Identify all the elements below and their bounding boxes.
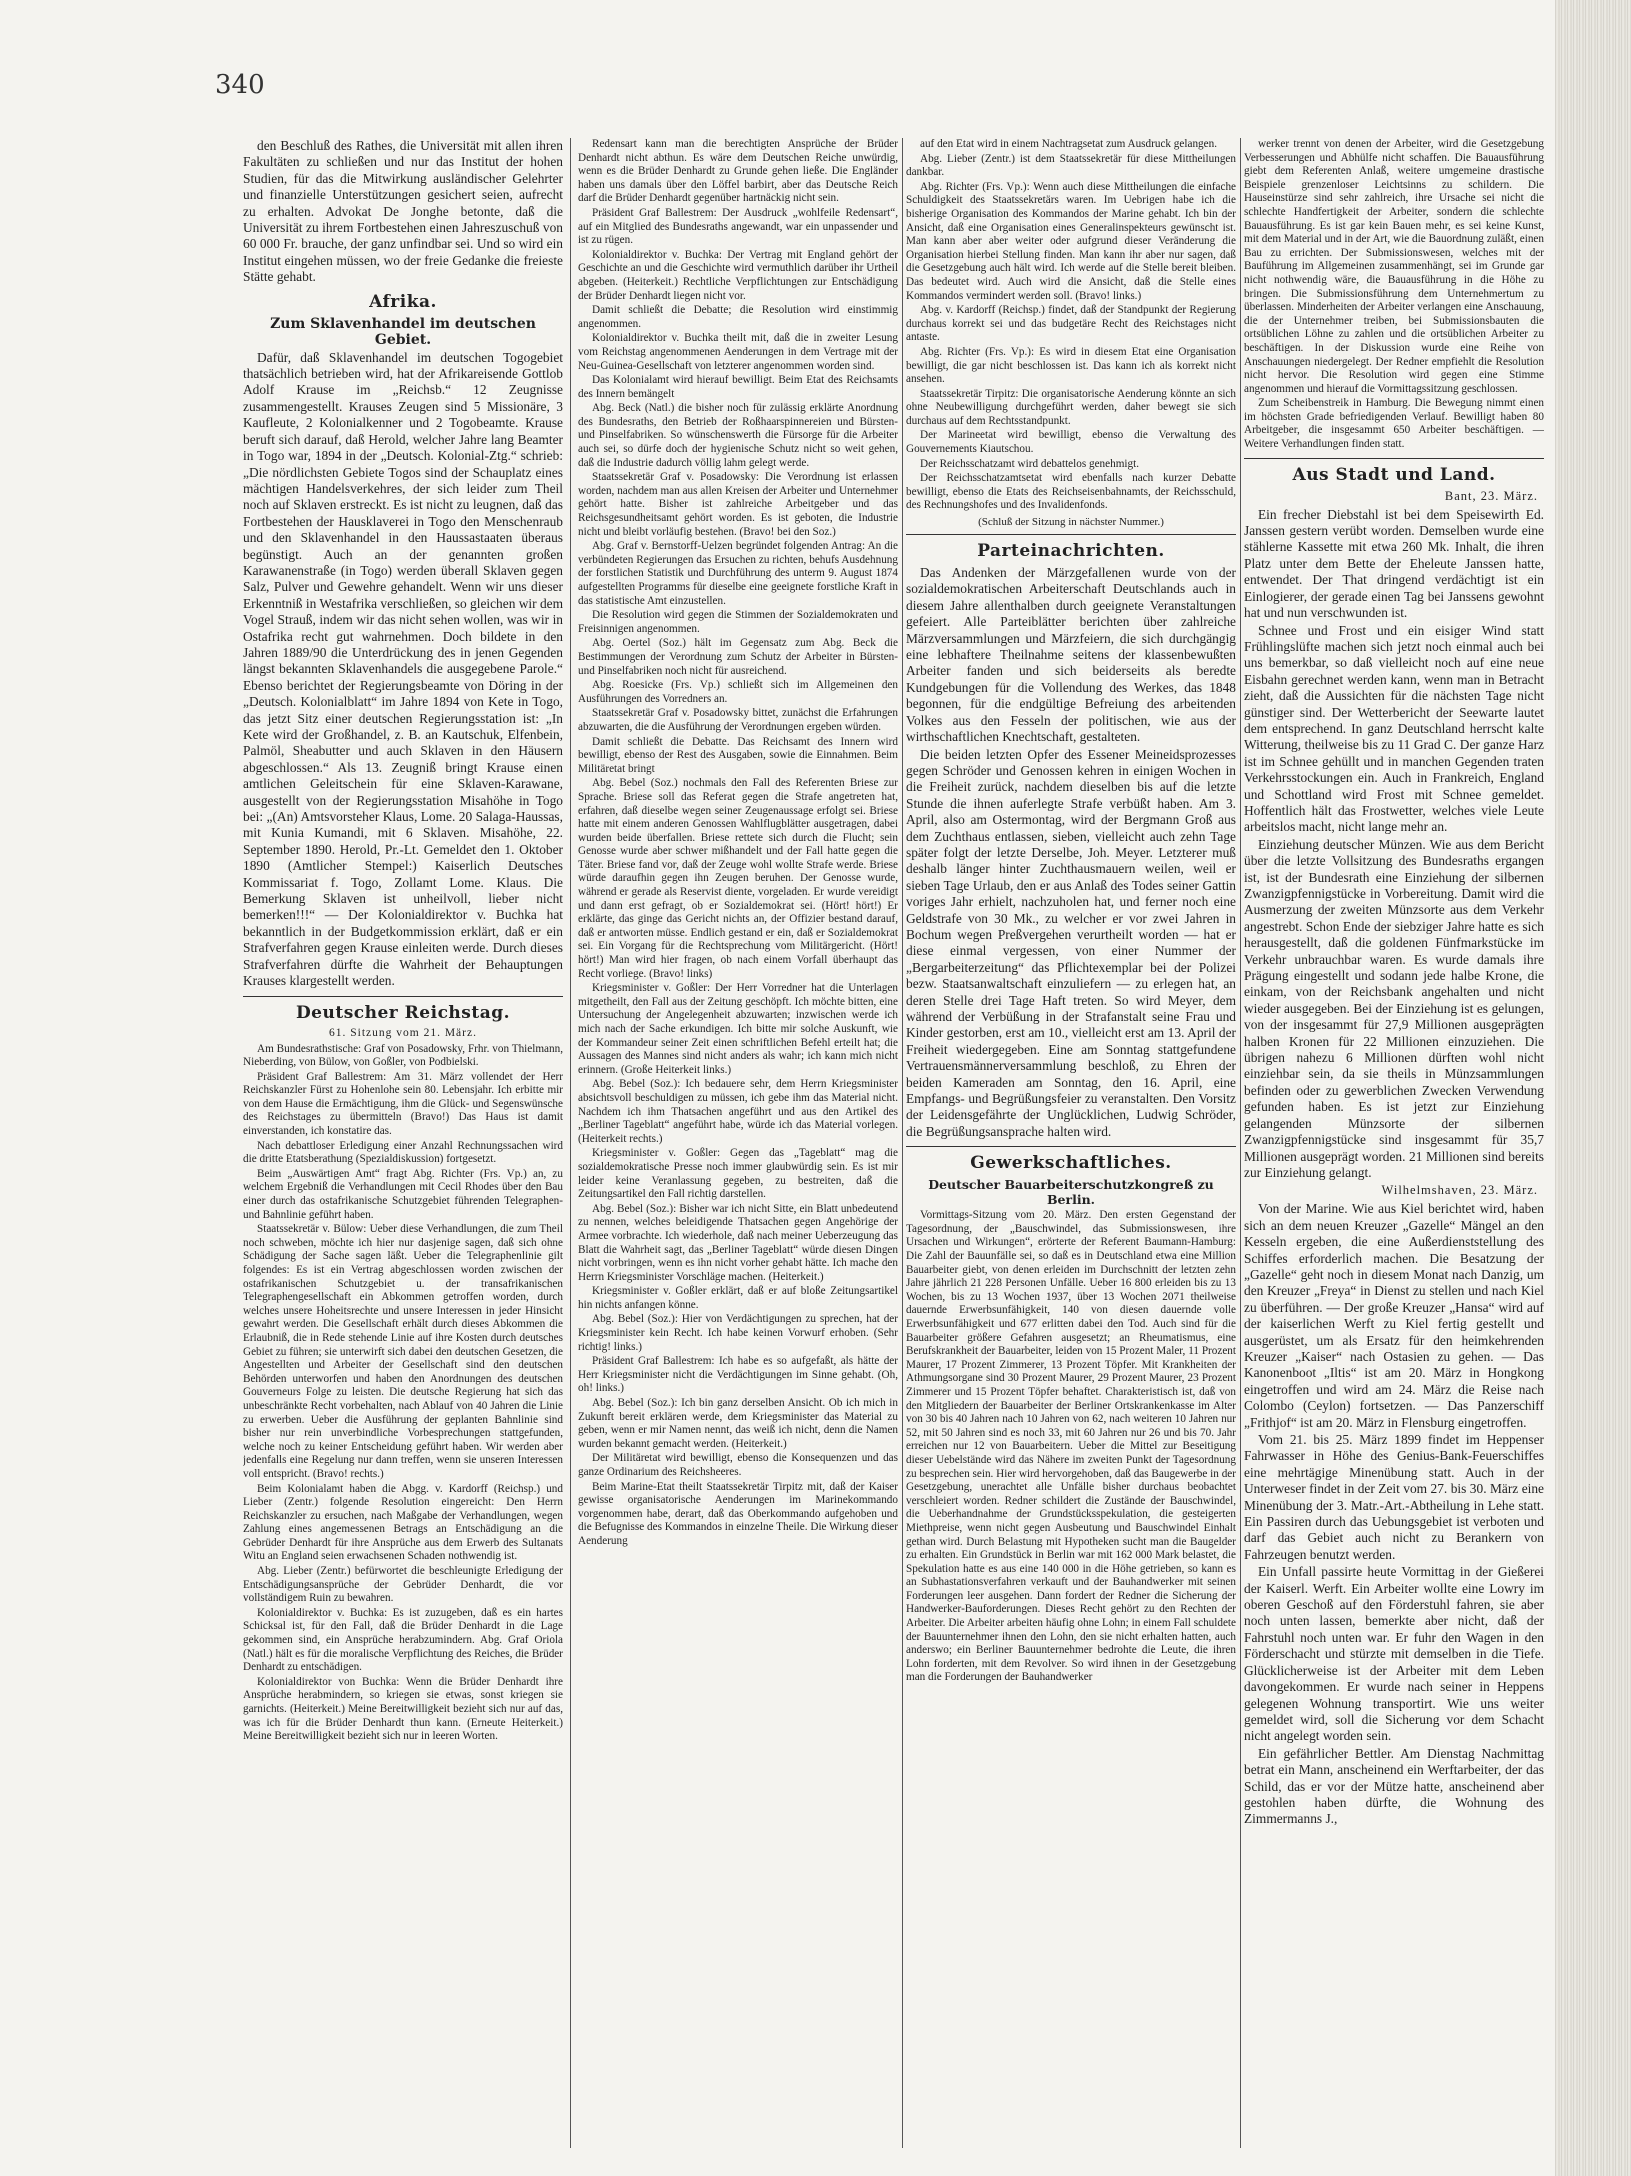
- article-paragraph: Die beiden letzten Opfer des Essener Meineidsprozesses gegen Schröder und Genossen kehren in einigen Wochen in die Freiheit zurück, nachdem dieselben bis auf die letzte Stunde die ihnen auferlegte Strafe verbüßt haben. Am 3. April, also am Ostermontag, wird der Bergmann Groß aus dem Zuchthaus entlassen, sieben, vielleicht auch zehn Tage später folgt der letzte Derselbe, Joh. Meyer. Letzterer muß deshalb länger hinter Zuchthausmauern weilen, weil er sieben Tage Urlaub, den er aus Anlaß des Todes seiner Gattin voriges Jahr erhielt, nachzuholen hat, und ferner noch eine Geldstrafe von 30 Mk., zu welcher er vor zwei Jahren in Bochum wegen Preßvergehen verurtheilt worden — hat er diese einmal vergessen, von einer Nummer der „Bergarbeiterzeitung“ das Pflichtexemplar bei der Polizei bezw. Staatsanwaltschaft einzuliefern — zu erlegen hat, an deren Stelle drei Tage Haft treten. So wird Meyer, dem während der Verbüßung in der Strafanstalt seine Frau und Kinder gestorben, erst am 10., vielleicht erst am 13. April der Freiheit wiedergegeben. Eine am Sonntag stattgefundene Vertrauensmännerversammlung beschloß, zu Ehren der beiden Kameraden am Sonntag, den 16. April, eine Empfangs- und Begrüßungsfeier zu veranstalten. Den Vorsitz der Leidensgefährte der Unglücklichen, Ludwig Schröder, die Begrüßungsansprache halten wird.: [906, 746, 1236, 1139]
- article-paragraph: Abg. Lieber (Zentr.) ist dem Staatssekretär für diese Mittheilungen dankbar.: [906, 152, 1236, 179]
- section-heading-parteinachrichten: Parteinachrichten.: [977, 541, 1165, 562]
- article-paragraph: Abg. Bebel (Soz.) nochmals den Fall des Referenten Briese zur Sprache. Briese soll das Referat gegen die Strafe angetreten hat, erfahren, daß dieselbe wegen seiner Zeugenaussage erfolgt sei. Briese hatte mit einem anderen Genossen Wahlflugblätter ausgetragen, dabei wurden beide überfallen. Briese rettete sich durch die Flucht; sein Genosse wurde aber schwer mißhandelt und der Fall hatte gegen die Täter. Briese fand vor, daß der Zeuge wohl wollte Strafe werde. Briese würde daraufhin gegen ihn Zeugen beruhen. Der Genosse wurde, während er gerade als Reservist diente, vorgeladen. Er wurde vereidigt und dann erst gefragt, ob er Sozialdemokrat sei. (Hört! hört!) Er erklärte, das ginge das Gericht nichts an, der Offizier bestand darauf, daß er antworten müsse. Endlich gestand er ein, daß er Sozialdemokrat sei. Ein Vorgang für die Rechtsprechung vom Militärgericht. (Hört! hört!) Man wird hier fragen, ob nach einem Vorfall überhaupt das Recht vorliege. (Bravo! links): [578, 777, 898, 980]
- article-paragraph: Abg. Bebel (Soz.): Ich bedauere sehr, dem Herrn Kriegsminister absichtsvoll beschuldigen zu müssen, ich gebe ihm das Material nicht. Nachdem ich ihm Thatsachen angeführt und aus den Artikel des „Berliner Tageblatt“ angeführt habe, würde ich das Material vorlegen. (Heiterkeit rechts.): [578, 1078, 898, 1145]
- article-paragraph: Abg. v. Kardorff (Reichsp.) findet, daß der Standpunkt der Regierung durchaus korrekt sei und das budgetäre Recht des Reichstages nicht antaste.: [906, 304, 1236, 344]
- article-headline: Zum Sklavenhandel im deutschen Gebiet.: [270, 315, 536, 348]
- article-paragraph: Abg. Beck (Natl.) die bisher noch für zulässig erklärte Anordnung des Bundesraths, den Betrieb der Roßhaarspinnereien und Bürsten- und Pinselfabriken. So wünschenswerth die Fürsorge für die Arbeiter auch sei, so dürfe doch der hygienische Schutz nicht so weit gehen, daß die Industrie dadurch völlig lahm gelegt werde.: [578, 402, 898, 469]
- article-paragraph: Einziehung deutscher Münzen. Wie aus dem Bericht über die letzte Vollsitzung des Bundesraths ergangen ist, ist der Bundesrath eine Einziehung der silbernen Zwanzigpfennigstücke in Vorbereitung. Damit wird die Ausmerzung der zweiten Münzsorte aus dem Verkehr angestrebt. Schon Ende der siebziger Jahre hatte es sich herausgestellt, daß die goldenen Fünfmarkstücke im Verkehr unbrauchbar waren. Es wurde damals ihre Prägung eingestellt und sodann jede halbe Krone, die einkam, von der Reichsbank angehalten und nicht wieder ausgegeben. Bei der Einziehung ist es gelungen, von der insgesammt für 27,9 Millionen ausgeprägten halben Kronen für 22 Millionen einzuziehen. Die übrigen nahezu 6 Millionen dürften wohl nicht einziehbar sein, da sie theils in Münzsammlungen befinden oder zu gewerblichen Zwecken Verwendung gefunden haben. Es ist jetzt zur Einziehung gelangenden Münzsorte der silbernen Zwanzigpfennigstücke sind insgesammt für 35,7 Millionen ausgeprägt worden. 21 Millionen sind bereits zur Einziehung gelangt.: [1244, 836, 1544, 1180]
- article-paragraph: Damit schließt die Debatte. Das Reichsamt des Innern wird bewilligt, ebenso der Rest des Ausgaben, sowie die Einnahmen. Beim Militäretat bringt: [578, 735, 898, 775]
- article-paragraph: Das Kolonialamt wird hierauf bewilligt. Beim Etat des Reichsamts des Innern bemängelt: [578, 374, 898, 400]
- article-paragraph: Kolonialdirektor von Buchka: Wenn die Brüder Denhardt ihre Ansprüche herabmindern, so kriegen sie etwas, sonst kriegen sie garnichts. (Heiterkeit.) Meine Bereitwilligkeit bezieht sich nur auf das, was ich für die Brüder Denhardt thun kann. (Erneute Heiterkeit.) Meine Bereitwilligkeit bezieht sich nur in leeren Worten.: [243, 1675, 563, 1743]
- article-paragraph: Ein gefährlicher Bettler. Am Dienstag Nachmittag betrat ein Mann, anscheinend ein Werftarbeiter, der das Schild, das er vor der Mütze hatte, anscheinend aber gestohlen haben dürfte, die Wohnung des Zimmermanns J.,: [1244, 1745, 1544, 1827]
- article-paragraph: Abg. Richter (Frs. Vp.): Es wird in diesem Etat eine Organisation bewilligt, die gar nicht beschlossen ist. Das kann ich als korrekt nicht ansehen.: [906, 345, 1236, 386]
- article-paragraph: Am Bundesrathstische: Graf von Posadowsky, Frhr. von Thielmann, Nieberding, von Bülow, von Goßler, von Podbielski.: [243, 1042, 563, 1069]
- article-paragraph: Ein Unfall passirte heute Vormittag in der Gießerei der Kaiserl. Werft. Ein Arbeiter wollte eine Lowry im oberen Geschoß auf den Förderstuhl fahren, sie aber noch unten lassen, bemerkte aber nicht, daß der Fahrstuhl noch unten war. Er fuhr den Wagen in den Förderschacht und stürzte mit demselben in die Tiefe. Glücklicherweise ist der Arbeiter mit dem Leben davongekommen. Er wurde nach seiner in Heppens gelegenen Wohnung transportirt. Wie uns weiter gemeldet wird, soll die Sicherung vor dem Schacht nicht angelegt worden sein.: [1244, 1564, 1544, 1744]
- article-paragraph: Kolonialdirektor v. Buchka: Es ist zuzugeben, daß es ein hartes Schicksal ist, für den Fall, daß die Brüder Denhardt in die Lage gekommen sind, ein Ansprüche herabzumindern. Abg. Graf Oriola (Natl.) hält es für die moralische Verpflichtung des Reiches, die Brüder Denhardt zu entschädigen.: [243, 1606, 563, 1674]
- article-paragraph: Kriegsminister v. Goßler: Gegen das „Tageblatt“ mag die sozialdemokratische Presse noch immer glaubwürdig sein. Es ist mir leider keine Veranlassung gegeben, zu bestreiten, daß die Zeitungsartikel den Fall richtig darstellen.: [578, 1147, 898, 1201]
- column-rule: [902, 138, 903, 2148]
- article-paragraph: Abg. Oertel (Soz.) hält im Gegensatz zum Abg. Beck die Bestimmungen der Verordnung zum Schutz der Arbeiter in Bürsten- und Pinselfabriken noch nicht für ausreichend.: [578, 637, 898, 677]
- article-headline: Deutscher Bauarbeiterschutzkongreß zu Berlin.: [928, 1177, 1214, 1208]
- column-rule: [1240, 138, 1241, 2148]
- article-paragraph: Der Militäretat wird bewilligt, ebenso die Konsequenzen und das ganze Ordinarium des Reichsheeres.: [578, 1452, 898, 1478]
- article-paragraph: Staatssekretär Graf v. Posadowsky: Die Verordnung ist erlassen worden, nachdem man aus allen Kreisen der Arbeiter und Unternehmer gehört hatte. Bisher ist zahlreiche Arbeitgeber und das Reichsgesundheitsamt gehört worden. Es ist geboten, die Industrie nicht und bleibt vorläufig bestehen. (Bravo! bei den Soz.): [578, 471, 898, 538]
- article-paragraph: Abg. Bebel (Soz.): Hier von Verdächtigungen zu sprechen, hat der Kriegsminister kein Recht. Ich habe keinen Vorwurf erhoben. (Sehr richtig! links.): [578, 1313, 898, 1353]
- article-paragraph: Schnee und Frost und ein eisiger Wind statt Frühlingslüfte machen sich jetzt noch einmal auch bei uns bemerkbar, so daß vielleicht noch auf eine neue Eisbahn gerechnet werden kann, wenn man in Betracht zieht, daß die Aussichten für die nächsten Tage nicht günstiger sind. Der Wetterbericht der Seewarte lautet dem entsprechend. In ganz Deutschland herrscht kalte Witterung, theilweise bis zu 11 Grad C. Der ganze Harz ist im Schnee gehüllt und in manchen Gegenden traten Verkehrsstockungen ein. Auch in Frankreich, England und Schottland wird Frost mit Schnee gemeldet. Hoffentlich hält das Frostwetter, welches viele Leute arbeitslos macht, nicht lange mehr an.: [1244, 622, 1544, 835]
- section-divider: [906, 1146, 1236, 1147]
- article-paragraph: Vormittags-Sitzung vom 20. März. Den ersten Gegenstand der Tagesordnung, der „Bauschwindel, das Submissionswesen, ihre Ursachen und Wirkungen“, erörterte der Referent Baumann-Hamburg: Die Zahl der Bauunfälle sei, so daß es in Deutschland etwa eine Million Bauarbeiter giebt, von denen erleiden im Durchschnitt der letzten zehn Jahre jährlich 21 228 Personen Unfälle. Ueber 16 800 erleiden bis zu 13 Wochen, bis zu 13 Wochen 1937, über 13 Wochen 2071 theilweise dauernde Erwerbsunfähigkeit, 140 von diesen dauernde volle Erwerbsunfähigkeit und 677 erlitten dabei den Tod. Auch sind für die Bauarbeiter größere Gefahren ausgesetzt; an Rheumatismus, eine Berufskrankheit der Bauarbeiter, leiden von 15 Prozent Maler, 11 Prozent Maurer, 17 Prozent Zimmerer, 13 Prozent Töpfer. Mit Krankheiten der Athmungsorgane sind 30 Prozent Maurer, 29 Prozent Maurer, 23 Prozent Zimmerer und 15 Prozent Töpfer behaftet. Charakteristisch ist, daß von den Mitgliedern der Bauarbeiter der Berliner Ortskrankenkasse im Alter von 30 bis 40 Jahren nach 10 Jahren von 62, nach weiteren 10 Jahren nur 52, mit 50 Jahren sind es noch 33, mit 60 Jahren nur 26 und bis 70. Jahr erreichen nur 12 von Bauarbeitern. Ueber die Mittel zur Beseitigung dieser Uebelstände wird das Nähere im zweiten Punkt der Tagesordnung zu besprechen sein. Hier wird hervorgehoben, daß das Baugewerbe in der Gesetzgebung, unerachtet alle Unfälle bisher durchaus beobachtet verschleiert worden. Redner schildert die Zustände der Bauschwindel, die Ueberhandnahme der Grundstücksspekulation, die gesteigerten Miethpreise, wenn nicht gegen Ausbeutung und Bauschwindel Einhalt gethan wird. Durch Belastung mit Hypotheken sucht man die Baugelder zu erhalten. Ein Grundstück in Berlin war mit 162 000 Mark belastet, die Spekulation hatte es aus eine 140 000 in die Höhe getrieben, so kann es an Subhastationsverfahren verkauft und der Bauhandwerker mit seinen Forderungen leer ausgehen. Dann fordert der Redner die Sicherung der Handwerker-Bauforderungen. Dieses Recht gehört zu den Rechten der Arbeiter. Die Arbeiter arbeiten häufig ohne Lohn; in einem Fall schuldete der Bauunternehmer ihnen den Lohn, den sie nicht erhalten hatten, auch anderswo; ein Berliner Bauunternehmer bedrohte die Leute, die ihren Lohn forderten, mit dem Revolver. So wird ihnen in der Gesetzgebung man die Forderungen der Bauhandwerker: [906, 1209, 1236, 1684]
- section-heading-aus-stadt-und-land: Aus Stadt und Land.: [1292, 464, 1496, 485]
- column-4: [1244, 138, 1544, 2148]
- column-rule: [570, 138, 571, 2148]
- dateline: Wilhelmshaven, 23. März.: [1381, 1183, 1538, 1198]
- section-heading-reichstag: Deutscher Reichstag.: [295, 1002, 511, 1023]
- article-paragraph: Abg. Bebel (Soz.): Bisher war ich nicht Sitte, ein Blatt unbedeutend zu nennen, welches beleidigende Thatsachen gegen Angehörige der Armee vorbrachte. Ich wiederhole, daß nach meiner Ueberzeugung das Blatt die Wahrheit sagt, das „Berliner Tageblatt“ würde diesen Dingen nicht vorbringen, wenn es ihn nicht vorher gehabt hätte. Ich mache den Herrn Kriegsminister Vorschläge machen. (Heiterkeit.): [578, 1202, 898, 1283]
- article-paragraph: Präsident Graf Ballestrem: Am 31. März vollendet der Herr Reichskanzler Fürst zu Hohenlohe sein 80. Lebensjahr. Ich erbitte mir von dem Hause die Ermächtigung, ihm die Glück- und Segenswünsche des Reichstages zu übermitteln (Bravo!) Das Haus ist damit einverstanden, ich konstatire das.: [243, 1070, 563, 1138]
- article-paragraph: Das Andenken der Märzgefallenen wurde von der sozialdemokratischen Arbeiterschaft Deutschlands auch in diesem Jahre allenthalben durch geeignete Veranstaltungen gefeiert. Alle Parteiblätter berichten über zahlreiche Märzversammlungen und Märzfeiern, die sich durchgängig eine lebhaftere Theilnahme seitens der klassenbewußten Arbeiter fanden und sich beiderseits als beredte Kundgebungen für die Vollendung des Werkes, das 1848 begonnen, für die endgültige Befreiung des arbeitenden Volkes aus den Fesseln der politischen, wie aus der wirthschaftlichen Knechtschaft, gestalteten.: [906, 565, 1236, 745]
- article-paragraph: Staatssekretär Tirpitz: Die organisatorische Aenderung könnte an sich ohne Neubewilligung durchgeführt werden, daher bewegt sie sich durchaus auf dem Rechtsstandpunkt.: [906, 387, 1236, 427]
- session-line: 61. Sitzung vom 21. März.: [329, 1026, 477, 1039]
- article-paragraph: Die Resolution wird gegen die Stimmen der Sozialdemokraten und Freisinnigen angenommen.: [578, 609, 898, 635]
- article-paragraph: Beim Marine-Etat theilt Staatssekretär Tirpitz mit, daß der Kaiser gewisse organisatorische Aenderungen im Marinekommando vorgenommen habe, derart, daß das Oberkommando aufgehoben und die Befugnisse des Kommandos in einzelne Theile. Die Wirkung dieser Aenderung: [578, 1480, 898, 1547]
- article-paragraph: Dafür, daß Sklavenhandel im deutschen Togogebiet thatsächlich betrieben wird, hat der Afrikareisende Gottlob Adolf Krause im „Reichsb.“ 12 Zeugnisse zusammengestellt. Krauses Zeugen sind 5 Missionäre, 3 Kaufleute, 2 Kolonialkenner und 2 Togobeamte. Krause beruft sich darauf, daß Herold, welcher Jahre lang Beamter in Togo war, 1894 in der „Deutsch. Kolonial-Ztg.“ schrieb: „Die nördlichsten Gebiete Togos sind der Schauplatz eines mächtigen Handelsverkehres, der sich leider zum Theil noch auf Sklaven erstreckt. Es ist nicht zu leugnen, daß das Fortbestehen der Hausklaverei in Togo den Menschenraub und den Sklavenhandel in den Haussastaaten überaus begünstigt. Auch an der genannten großen Karawanenstraße (in Togo) werden überall Sklaven gegen Salz, Pulver und Gewehre gehandelt. Wenn wir uns dieser Erkenntniß in Westafrika verschließen, so gleichen wir dem Vogel Strauß, indem wir das nicht sehen wollen, was wir in Ostafrika recht gut wahrnehmen. Doch bildete in den Jahren 1889/90 die Unterdrückung des in jenen Gegenden längst bekannten Sklavenhandels die ausgegebene Parole.“ Ebenso berichtet der Regierungsbeamte von Döring in der „Deutsch. Kolonialblatt“ im Jahre 1894 von Kete in Togo, das jetzt Sitz einer deutschen Regierungsstation ist: „In Kete wird der Großhandel, z. B. an Kautschuk, Elfenbein, Palmöl, Sheabutter und auch Sklaven in den Häusern abgeschlossen.“ Als 13. Zeugniß bringt Krause einen amtlichen Geleitschein für eine Sklaven-Karawane, ausgestellt von der Regierungsstation Misahöhe in Togo bei: „(An) Amtsvorsteher Klaus, Lome. 20 Salaga-Haussas, mit Kunia Kumandi, mit 6 Sklaven. Misahöhe, 22. September 1890. Herold, Pr.-Lt. Gemeldet den 1. Oktober 1890 (Amtlicher Stempel:) Kaiserlich Deutsches Kommissariat f. Togo, Zollamt Lome. Klaus. Die Bemerkung Sklaven ist unheilvoll, lieber nicht bemerken!!!“ — Der Kolonialdirektor v. Buchka hat bekanntlich in der Budgetkommission erklärt, daß er ein Strafverfahren gegen Krause einleiten werde. Durch dieses Strafverfahren dürfte die Wahrheit der Behauptungen Krauses klargestellt werden.: [243, 349, 563, 989]
- article-paragraph: Der Reichsschatzamt wird debattelos genehmigt.: [920, 457, 1140, 470]
- article-paragraph: Staatssekretär v. Bülow: Ueber diese Verhandlungen, die zum Theil noch schweben, möchte ich hier nur dasjenige sagen, daß sich ohne Schädigung der Sache sagen läßt. Ueber die Telegraphenlinie gilt folgendes: Es ist ein Vertrag abgeschlossen worden zwischen der ostafrikanischen Schutzgebiet u. der transafrikanischen Telegraphengesellschaft ein Abkommen getroffen worden, durch welches unsere Hoheitsrechte und unsere Interessen in jeder Hinsicht gewahrt werden. Die Gesellschaft erhält durch dieses Abkommen die Erlaubniß, die in Rede stehende Linie auf ihre Kosten durch deutsches Gebiet zu führen; sie unterwirft sich dabei den deutschen Gesetzen, die Angestellten und Arbeiter der Gesellschaft sind den deutschen Behörden unterworfen und haben den Anordnungen des deutschen Gouverneurs Folge zu leisten. Die deutsche Regierung hat sich das unbeschränkte Recht vorbehalten, nach Ablauf von 40 Jahren die Linie zu erwerben. Ueber die Ausführung der geplanten Bahnlinie sind bisher nur rein unverbindliche Vorbesprechungen stattgefunden, welche noch zu keiner Entscheidung geführt haben. Wir werden aber jedenfalls eine Regelung nur dann treffen, wenn sie unseren Interessen voll entspricht. (Bravo! rechts.): [243, 1223, 563, 1480]
- article-paragraph: Beim „Auswärtigen Amt“ fragt Abg. Richter (Frs. Vp.) an, zu welchem Ergebniß die Verhandlungen mit Cecil Rhodes über den Bau einer durch das ostafrikanische Schutzgebiet führenden Telegraphen- und Bahnlinie geführt haben.: [243, 1167, 563, 1221]
- article-paragraph: Abg. Roesicke (Frs. Vp.) schließt sich im Allgemeinen den Ausführungen des Vorredners an.: [578, 679, 898, 705]
- article-paragraph: Der Reichsschatzamtsetat wird ebenfalls nach kurzer Debatte bewilligt, ebenso die Etats des Reichseisenbahnamts, der Reichsschuld, des Rechnungshofes und des Invalidenfonds.: [906, 472, 1236, 512]
- article-paragraph: Nach debattloser Erledigung einer Anzahl Rechnungssachen wird die dritte Etatsberathung (Spezialdiskussion) fortgesetzt.: [243, 1139, 563, 1166]
- article-paragraph: auf den Etat wird in einem Nachtragsetat zum Ausdruck gelangen.: [920, 138, 1217, 150]
- article-paragraph: Abg. Lieber (Zentr.) befürwortet die beschleunigte Erledigung der Entschädigungsansprüche der Gebrüder Denhardt, die vor vollständigem Ruin zu bewahren.: [243, 1565, 563, 1605]
- article-paragraph: Zum Scheibenstreik in Hamburg. Die Bewegung nimmt einen im höchsten Grade befriedigenden Verlauf. Bewilligt haben 80 Arbeitgeber, die insgesammt 650 Arbeiter beschäftigen. — Weitere Verhandlungen finden statt.: [1244, 397, 1544, 451]
- continuation-note: (Schluß der Sitzung in nächster Nummer.): [978, 516, 1164, 529]
- article-paragraph: Beim Kolonialamt haben die Abgg. v. Kardorff (Reichsp.) und Lieber (Zentr.) folgende Resolution eingereicht: Den Herrn Reichskanzler zu ersuchen, nach Maßgabe der Verhandlungen, wegen Zahlung eines angemessenen Betrags an Entschädigung an die Gebrüder Denhardt für ihre Ansprüche aus dem Erwerb des Sultanats Witu an England seien erwachsenen Schaden nothwendig ist.: [243, 1482, 563, 1563]
- dateline: Bant, 23. März.: [1444, 488, 1538, 503]
- section-heading-gewerkschaftliches: Gewerkschaftliches.: [970, 1153, 1172, 1174]
- article-paragraph: Vom 21. bis 25. März 1899 findet im Heppenser Fahrwasser in Höhe des Genius-Bank-Feuerschiffes eine mehrtägige Minenübung statt. Auch in der Unterweser findet in der Zeit vom 27. bis 30. März eine Minenübung der 3. Matr.-Art.-Abtheilung in Lehe statt. Ein Passiren durch das Uebungsgebiet ist verboten und darf das Gebiet auch nicht zu Berankern von Fahrzeugen benutzt werden.: [1244, 1432, 1544, 1562]
- section-divider: [906, 534, 1236, 535]
- article-paragraph: Präsident Graf Ballestrem: Der Ausdruck „wohlfeile Redensart“, auf ein Mitglied des Bundesraths angewandt, war ein unpassender und ist zu rügen.: [578, 206, 898, 247]
- article-paragraph: Staatssekretär Graf v. Posadowsky bittet, zunächst die Erfahrungen abzuwarten, die die Ausführung der Verordnungen ergeben würden.: [578, 707, 898, 733]
- section-heading-afrika: Afrika.: [369, 291, 437, 312]
- article-paragraph: Redensart kann man die berechtigten Ansprüche der Brüder Denhardt nicht abthun. Es wäre dem Deutschen Reiche unwürdig, wenn es die Brüder Denhardt zu Grunde gehen ließe. Die Engländer haben uns damals über den Löffel barbirt, aber das Deutsche Reich darf die Brüder Denhardt gegenüber hartnäckig nicht sein.: [578, 138, 898, 205]
- page-number: 340: [215, 70, 265, 100]
- book-binding-edge: [1555, 0, 1631, 2176]
- section-divider: [1244, 458, 1544, 459]
- article-paragraph: Damit schließt die Debatte; die Resolution wird einstimmig angenommen.: [578, 304, 898, 330]
- article-paragraph: Präsident Graf Ballestrem: Ich habe es so aufgefaßt, als hätte der Herr Kriegsminister nicht die Verdächtigungen im Sinne gehabt. (Oh, oh! links.): [578, 1355, 898, 1395]
- column-3: [906, 138, 1236, 2148]
- article-paragraph: Kolonialdirektor v. Buchka: Der Vertrag mit England gehört der Geschichte an und die Geschichte wird vermuthlich darüber ihr Urtheil abgeben. (Heiterkeit.) Rechtliche Verpflichtungen zur Entschädigung der Brüder Denhardt liegen nicht vor.: [578, 248, 898, 302]
- article-paragraph: Abg. Graf v. Bernstorff-Uelzen begründet folgenden Antrag: An die verbündeten Regierungen das Ersuchen zu richten, behufs Ausdehnung der forstlichen Statistik und Durchführung des unterm 9. August 1874 aufgestellten Programms für dieselbe eine geeignete forstliche Kraft in das statistische Amt einzustellen.: [578, 540, 898, 607]
- article-paragraph: Von der Marine. Wie aus Kiel berichtet wird, haben sich an dem neuen Kreuzer „Gazelle“ Mängel an den Kesseln ergeben, die eine Außerdienststellung des Schiffes erforderlich machen. Die Besatzung der „Gazelle“ geht noch in diesem Monat nach Danzig, um den Kreuzer „Freya“ in Dienst zu stellen und nach Kiel zu überführen. — Der große Kreuzer „Hansa“ wird auf der kaiserlichen Werft zu Kiel fertig gestellt und ausgerüstet, um als Ersatz für den heimkehrenden Kreuzer „Kaiser“ nach Ostasien zu gehen. — Das Kanonenboot „Iltis“ ist am 20. März in Hongkong eingetroffen und wird am 24. März die Reise nach Colombo (Ceylon) fortsetzen. — Das Panzerschiff „Frithjof“ ist am 20. März in Flensburg eingetroffen.: [1244, 1201, 1544, 1430]
- article-paragraph: Ein frecher Diebstahl ist bei dem Speisewirth Ed. Janssen gestern verübt worden. Demselben wurde eine stählerne Kassette mit etwa 260 Mk. Inhalt, die ihren Platz unter dem Bette der Eheleute Janssen hatte, entwendet. Der That dringend verdächtigt ist ein Einlogierer, der gerade einen Tag bei Janssens gewohnt hat und nun verschwunden ist.: [1244, 506, 1544, 621]
- column-2: [578, 138, 898, 2148]
- article-paragraph: Kriegsminister v. Goßler erklärt, daß er auf bloße Zeitungsartikel hin nichts anfangen könne.: [578, 1285, 898, 1311]
- article-paragraph: Kolonialdirektor v. Buchka theilt mit, daß die in zweiter Lesung vom Reichstag angenommenen Aenderungen in dem Vertrage mit der Neu-Guinea-Gesellschaft von letzterer angenommen worden sind.: [578, 332, 898, 372]
- article-paragraph: Kriegsminister v. Goßler: Der Herr Vorredner hat die Unterlagen mitgetheilt, den Fall aus der Zeitung geschöpft. Ich möchte bitten, eine Untersuchung der Angelegenheit abzuwarten; inzwischen werde ich mich nach der Sache erkundigen. Ich bitte mir solche Auskunft, wie der Kommandeur seiner Zeit einen schriftlichen Befehl erteilt hat; die Aussagen des Mannes sind nicht anders als wahr; ich kann mich nicht erinnern. (Große Heiterkeit links.): [578, 982, 898, 1076]
- article-paragraph: Der Marineetat wird bewilligt, ebenso die Verwaltung des Gouvernements Kiautschou.: [906, 429, 1236, 456]
- article-paragraph: Abg. Bebel (Soz.): Ich bin ganz derselben Ansicht. Ob ich mich in Zukunft bereit erklären werde, dem Kriegsminister das Material zu geben, wenn er mir Namen nennt, das weiß ich nicht, denn die Namen wurden bekannt gemacht werden. (Heiterkeit.): [578, 1397, 898, 1450]
- section-divider: [243, 996, 563, 997]
- article-paragraph: werker trennt von denen der Arbeiter, wird die Gesetzgebung Verbesserungen und Abhülfe nicht schaffen. Die Bauausführung giebt dem Referenten Anlaß, weitere umgemeine drastische Beispiele grenzenloser Leichtsinns zu schildern. Die Hauseinstürze sind sehr zahlreich, ihre Ursache sei nicht die schlechte Handfertigkeit der Arbeiter, sondern die schlechte Bauausführung. Es ist gar kein Bauen mehr, es sei keine Kunst, mit dem Material und in der Art, wie die Bauordnung zuläßt, einen Bau zu errichten. Der Submissionswesen, welches mit der Bauführung im Allgemeinen zusammenhängt, sei im Grunde gar nicht nothwendig wäre, die Bauausführung in die Höhe zu bringen. Die Submissionsführung dem Unternehmertum zu überlassen. Minderheiten der Arbeiter verlangen eine Anschauung, die der Unternehmer treiben, bei Submissionsbauten die ortsüblichen Löhne zu zahlen und die ortsüblichen Arbeiter zu beschäftigen. In der Diskussion wurde eine Reihe von Anschauungen niedergelegt. Der Redner empfiehlt die Resolution nicht hervor. Die Resolution wird gegen eine Stimme angenommen und hierauf die Vormittagssitzung geschlossen.: [1244, 138, 1544, 395]
- article-paragraph: den Beschluß des Rathes, die Universität mit allen ihren Fakultäten zu schließen und nur das Institut der hohen Studien, für das die Mitwirkung ausländischer Gelehrter und finanzielle Unterstützungen gesichert seien, aufrecht zu erhalten. Advokat De Jonghe betonte, daß die Universität zu ihrem Fortbestehen einen Jahreszuschuß von 60 000 Fr. brauche, der ganz unfindbar sei. Und so wird ein Institut eingehen müssen, wo der freie Gedanke die freieste Stätte gehabt.: [243, 138, 563, 285]
- article-paragraph: Abg. Richter (Frs. Vp.): Wenn auch diese Mittheilungen die einfache Schuldigkeit des Staatssekretärs waren. Im Uebrigen habe ich die bisherige Organisation des Kommandos der Marine gehabt. Ich bin der Ansicht, daß eine Organisation eines Generalinspekteurs gewünscht ist. Man kann aber aber weiter oder aufgrund dieser Veränderung die Organisation hierbei Stellung finden. Man kann ihr aber nur sagen, daß die Gesetzgebung auch hält wird. Ich werde auf die Stelle bereit bleiben. Das bedeutet wird. Auch wird die Ansicht, daß die Stelle eines Kommandos vermindert werden soll. (Bravo! links.): [906, 180, 1236, 302]
- column-1: [243, 138, 563, 2148]
